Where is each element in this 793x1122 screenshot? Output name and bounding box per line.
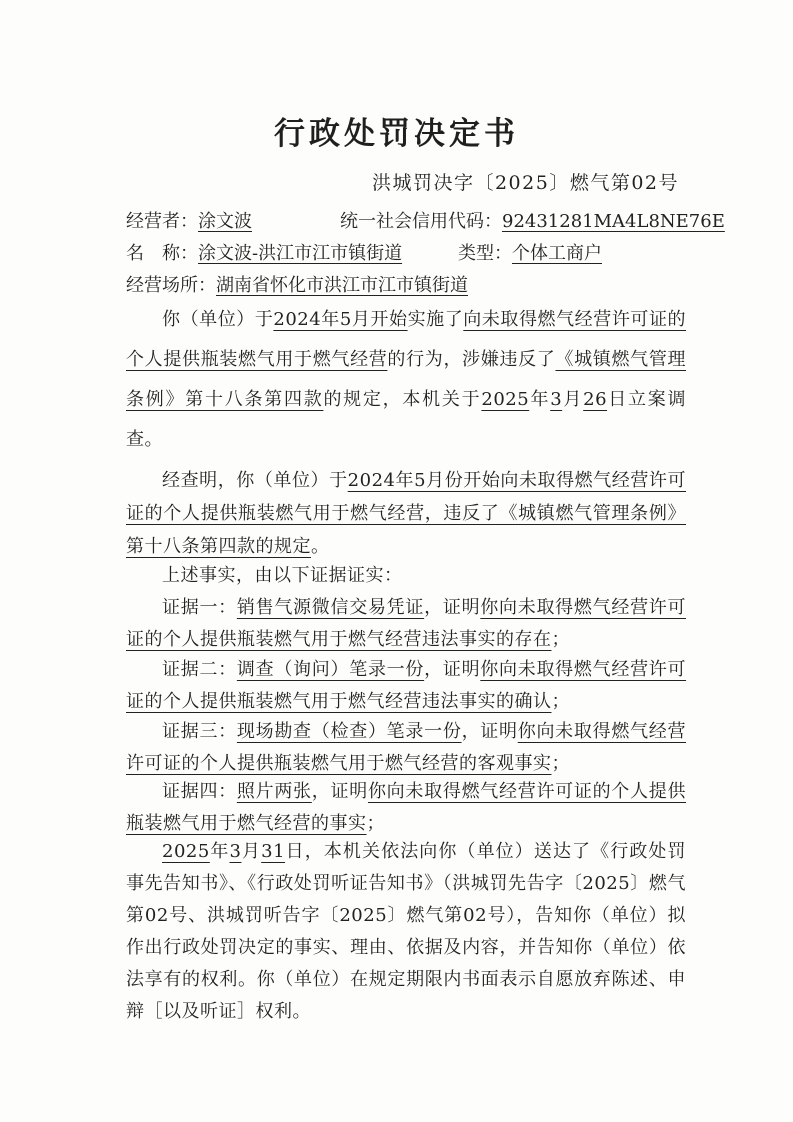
operator-label: 经营者：: [126, 211, 198, 232]
paragraph-investigation: 经查明，你（单位）于2024年5月份开始向未取得燃气经营许可证的个人提供瓶装燃气用于燃气经营，违反了《城镇燃气管理条例》第十八条第四款的规定。: [126, 470, 686, 557]
credit-code-value: 92431281MA4L8NE76E: [502, 211, 725, 232]
evidence-item-1: 证据一：销售气源微信交易凭证，证明你向未取得燃气经营许可证的个人提供瓶装燃气用于燃气经营违法事实的存在；: [126, 597, 687, 650]
type-row: [458, 242, 602, 266]
credit-code-row: [340, 210, 725, 234]
evidence-item-2: 证据二：调查（询问）笔录一份，证明你向未取得燃气经营许可证的个人提供瓶装燃气用于燃气经营违法事实的确认；: [126, 659, 687, 712]
type-value: 个体工商户: [512, 243, 602, 264]
paragraph-notification: 2025年3月31日，本机关依法向你（单位）送达了《行政处罚事先告知书》、《行政处罚听证告知书》（洪城罚先告字〔2025〕燃气第02号、洪城罚听告字〔2025〕燃气第02号），告知你（单位）拟作出行政处罚决定的事实、理由、依据及内容，并告知你（单位）依法享有的权利。你（单位）在规定期限内书面表示自愿放弃陈述、申辩［以及听证］权利。: [126, 841, 687, 1022]
document-title: 行政处罚决定书: [274, 116, 519, 152]
type-label: 类型：: [458, 243, 512, 264]
evidence-item-3: 证据三：现场勘查（检查）笔录一份，证明你向未取得燃气经营许可证的个人提供瓶装燃气用于燃气经营的客观事实；: [126, 721, 687, 774]
operator-row: [126, 210, 270, 234]
credit-code-label: 统一社会信用代码：: [340, 211, 502, 232]
operator-value: 涂文波: [198, 211, 252, 232]
name-label: 名 称：: [126, 243, 198, 264]
paragraph-case-filing: 你（单位）于2024年5月开始实施了向未取得燃气经营许可证的个人提供瓶装燃气用于燃气经营的行为，涉嫌违反了《城镇燃气管理条例》第十八条第四款的规定，本机关于2025年3月26日立案调查。: [126, 309, 687, 450]
name-value: 涂文波-洪江市江市镇街道: [198, 243, 403, 264]
evidence-item-4: 证据四：照片两张，证明你向未取得燃气经营许可证的个人提供瓶装燃气用于燃气经营的事实；: [126, 781, 687, 834]
name-row: [126, 242, 402, 266]
place-label: 经营场所：: [126, 275, 216, 296]
place-value: 湖南省怀化市洪江市江市镇街道: [216, 275, 468, 296]
document-number: 洪城罚决字〔2025〕燃气第02号: [371, 172, 679, 194]
place-row: [126, 274, 468, 298]
paragraph-evidence-intro: 上述事实，由以下证据证实：: [162, 565, 403, 586]
